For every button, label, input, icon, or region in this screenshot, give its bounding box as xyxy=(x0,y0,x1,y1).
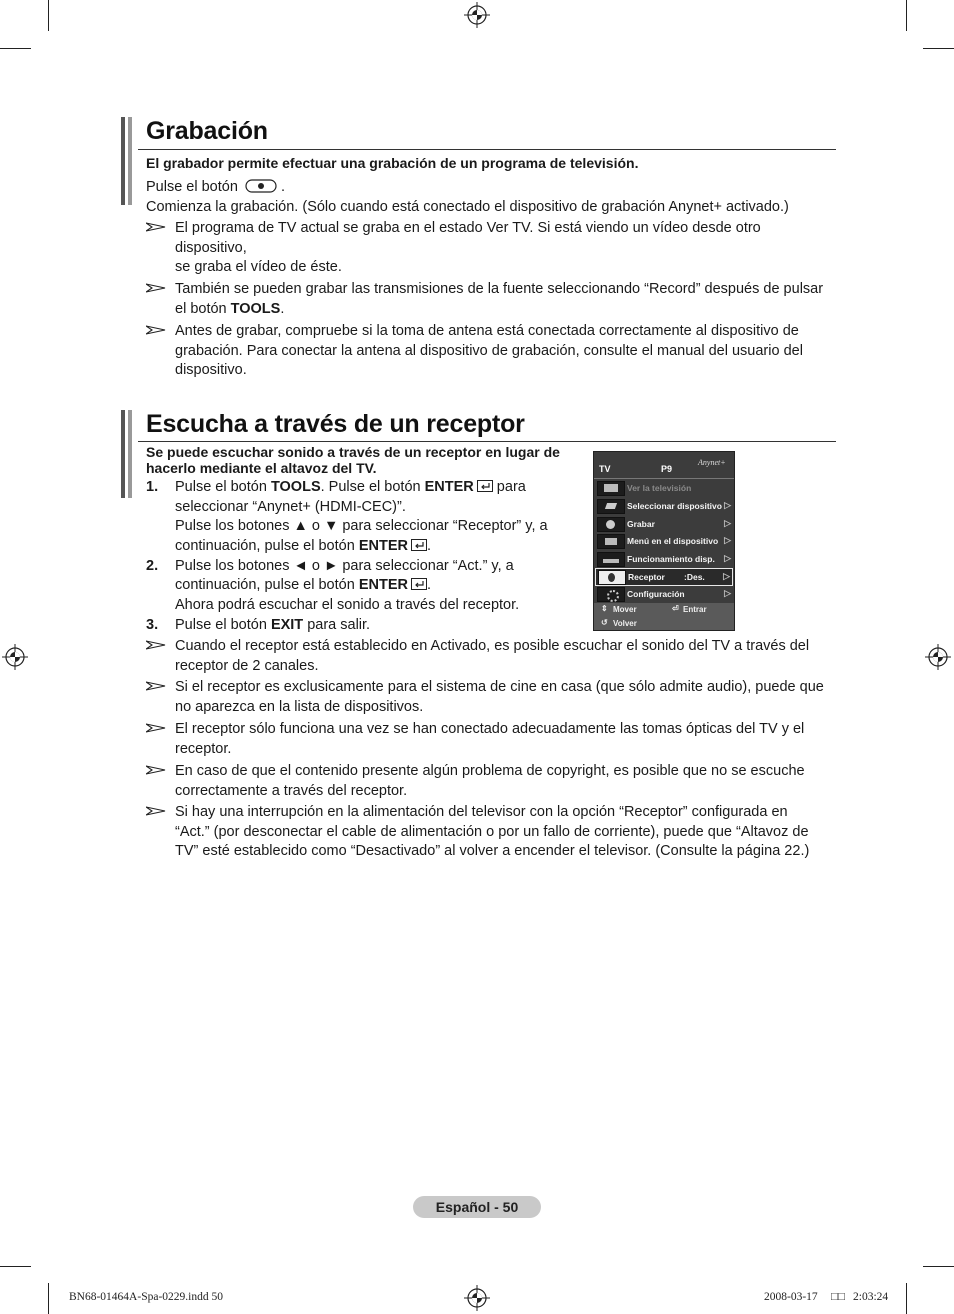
section-bar xyxy=(121,117,125,205)
enter-icon: ⏎ xyxy=(672,604,679,613)
osd-item-label: Ver la televisión xyxy=(627,483,692,493)
registration-mark-icon xyxy=(2,644,28,670)
step-text-part: para salir. xyxy=(303,617,371,633)
step-text-part: . Pulse el botón xyxy=(320,479,425,495)
note-arrow-icon xyxy=(146,222,166,232)
record-button-icon xyxy=(245,179,277,193)
osd-item-receptor-selected xyxy=(595,568,733,586)
crop-mark-bottom-left-v xyxy=(48,1283,49,1314)
step-text xyxy=(175,478,526,498)
note-text: se graba el vídeo de éste. xyxy=(175,259,342,275)
chevron-right-icon: ▷ xyxy=(724,535,731,545)
step-text xyxy=(175,537,431,557)
enter-icon xyxy=(477,480,493,492)
note-arrow-icon xyxy=(146,681,166,691)
chevron-right-icon: ▷ xyxy=(723,571,730,581)
note-arrow-icon xyxy=(146,640,166,650)
footer-glyphs: □□ xyxy=(831,1291,845,1303)
note-text: dispositivo, xyxy=(175,240,247,256)
enter-keyword: ENTER xyxy=(358,577,408,593)
osd-item-label: Seleccionar dispositivo xyxy=(627,501,722,511)
section-intro: hacerlo mediante el altavoz del TV. xyxy=(146,460,377,476)
tools-keyword: TOOLS xyxy=(270,479,321,495)
step-text-part: para xyxy=(492,479,526,495)
osd-brand-logo: Anynet+ xyxy=(698,458,726,467)
note-text: “Act.” (por desconectar el cable de alimentación o por un fallo de corriente), puede que “Altavoz de xyxy=(175,824,809,840)
note-text: Antes de grabar, compruebe si la toma de antena está conectada correctamente al dispositivo de xyxy=(175,323,799,339)
enter-icon xyxy=(411,578,427,590)
osd-header-divider xyxy=(594,478,734,479)
crop-mark-bottom-right-v xyxy=(906,1283,907,1314)
receiver-icon xyxy=(598,570,626,585)
enter-icon xyxy=(411,539,427,551)
step-text: Ahora podrá escuchar el sonido a través del receptor. xyxy=(175,597,520,613)
device-select-icon xyxy=(597,499,625,514)
osd-item-label: Grabar xyxy=(627,519,655,529)
note-arrow-icon xyxy=(146,723,166,733)
note-text: En caso de que el contenido presente algún problema de copyright, es posible que no se escuche xyxy=(175,763,805,779)
note-arrow-icon xyxy=(146,325,166,335)
note-arrow-icon xyxy=(146,806,166,816)
osd-item-menu-dispositivo xyxy=(595,533,733,549)
note-text: receptor de 2 canales. xyxy=(175,658,319,674)
page-number: Español - 50 xyxy=(413,1196,541,1218)
note-text-part: el botón xyxy=(175,301,231,317)
record-icon xyxy=(597,517,625,532)
osd-channel: P9 xyxy=(661,464,673,474)
return-icon: ↺ xyxy=(601,618,608,627)
footer-date: 2008-03-17 xyxy=(764,1291,818,1303)
step-number: 3. xyxy=(146,617,159,633)
note-text: receptor. xyxy=(175,741,232,757)
recording-start-text: Comienza la grabación. (Sólo cuando está conectado el dispositivo de grabación Anynet+ activado.) xyxy=(146,199,789,215)
osd-footer-back: Volver xyxy=(613,619,637,628)
move-arrows-icon: ⇕ xyxy=(601,604,608,613)
note-text: no aparezca en la lista de dispositivos. xyxy=(175,699,424,715)
tv-icon xyxy=(597,481,625,496)
osd-header xyxy=(594,460,734,478)
step-number: 2. xyxy=(146,558,159,574)
note-arrow-icon xyxy=(146,283,166,293)
note-text: El receptor sólo funciona una vez se han conectado adecuadamente las tomas ópticas del TV y el xyxy=(175,721,805,737)
anynet-menu-screenshot xyxy=(593,451,735,631)
section-intro: El grabador permite efectuar una grabación de un programa de televisión. xyxy=(146,155,639,171)
osd-item-grabar xyxy=(595,516,733,532)
step-text-part: . xyxy=(426,538,431,554)
osd-item-ver-tv xyxy=(595,480,733,496)
registration-mark-icon xyxy=(464,1285,490,1311)
enter-keyword: ENTER xyxy=(424,479,474,495)
osd-item-label: Menú en el dispositivo xyxy=(627,536,719,546)
operation-icon xyxy=(597,552,625,567)
note-text: Cuando el receptor está establecido en Activado, es posible escuchar el sonido del TV a través del xyxy=(175,638,810,654)
osd-item-label: Receptor xyxy=(628,572,665,582)
step-text xyxy=(175,576,431,596)
press-record-line xyxy=(146,178,285,198)
crop-mark-top-right-v xyxy=(906,0,907,31)
crop-mark-top-left-v xyxy=(48,0,49,31)
chevron-right-icon: ▷ xyxy=(724,500,731,510)
step-text-part: . xyxy=(426,577,431,593)
step-text: Pulse los botones ▲ o ▼ para seleccionar “Receptor” y, a xyxy=(175,518,548,534)
step-text-part: continuación, pulse el botón xyxy=(175,538,359,554)
note-text-part: . xyxy=(280,301,285,317)
step-text: Pulse los botones ◄ o ► para seleccionar “Act.” y, a xyxy=(175,558,514,574)
note-text: grabación. Para conectar la antena al dispositivo de grabación, consulte el manual del usuario del xyxy=(175,343,803,359)
gear-icon xyxy=(597,587,625,602)
osd-item-value: :Des. xyxy=(684,572,705,582)
footer-time: 2:03:24 xyxy=(853,1291,889,1303)
osd-item-seleccionar xyxy=(595,498,733,514)
note-text: Si el receptor es exclusicamente para el sistema de cine en casa (que sólo admite audio), puede que xyxy=(175,679,824,695)
step-text-part: Pulse el botón xyxy=(175,617,271,633)
step-number: 1. xyxy=(146,479,159,495)
osd-item-label: Funcionamiento disp. xyxy=(627,554,715,564)
osd-item-funcionamiento xyxy=(595,551,733,567)
note-arrow-icon xyxy=(146,765,166,775)
note-text: También se pueden grabar las transmisiones de la fuente seleccionando “Record” después de pulsar xyxy=(175,281,824,297)
step-text-part: continuación, pulse el botón xyxy=(175,577,359,593)
section-bar xyxy=(121,410,125,498)
crop-mark-bottom-left-h xyxy=(0,1266,31,1267)
crop-mark-bottom-right-h xyxy=(923,1266,954,1267)
note-text: correctamente a través del receptor. xyxy=(175,783,408,799)
note-text: Si hay una interrupción en la alimentación del televisor con la opción “Receptor” configurada en xyxy=(175,804,788,820)
registration-mark-icon xyxy=(925,644,951,670)
step-text xyxy=(175,616,370,636)
osd-item-configuracion xyxy=(595,586,733,602)
chevron-right-icon: ▷ xyxy=(724,588,731,598)
osd-source: TV xyxy=(599,464,611,474)
chevron-right-icon: ▷ xyxy=(724,518,731,528)
step-text: seleccionar “Anynet+ (HDMI-CEC)”. xyxy=(175,499,406,515)
press-record-suffix: . xyxy=(280,179,285,195)
note-text xyxy=(175,300,284,320)
chevron-right-icon: ▷ xyxy=(724,553,731,563)
osd-item-label: Configuración xyxy=(627,589,685,599)
note-text: TV” esté establecido como “Desactivado” al volver a encender el televisor. (Consulte la página 22.) xyxy=(175,843,810,859)
section-title-receptor: Escucha a través de un receptor xyxy=(146,410,525,438)
tools-keyword: TOOLS xyxy=(230,301,281,317)
crop-mark-top-left-h xyxy=(0,48,31,49)
note-text: El programa de TV actual se graba en el estado Ver TV. Si está viendo un vídeo desde otro xyxy=(175,220,761,236)
section-rule xyxy=(138,149,836,150)
registration-mark-icon xyxy=(464,2,490,28)
section-title-grabacion: Grabación xyxy=(146,117,268,145)
crop-mark-top-right-h xyxy=(923,48,954,49)
section-bar xyxy=(128,117,132,205)
note-text: dispositivo. xyxy=(175,362,247,378)
osd-footer-move: Mover xyxy=(613,605,637,614)
exit-keyword: EXIT xyxy=(270,617,304,633)
enter-keyword: ENTER xyxy=(358,538,408,554)
section-rule xyxy=(138,441,836,442)
footer-filename: BN68-01464A-Spa-0229.indd 50 xyxy=(69,1291,223,1303)
step-text-part: Pulse el botón xyxy=(175,479,271,495)
osd-footer-enter: Entrar xyxy=(683,605,707,614)
menu-device-icon xyxy=(597,534,625,549)
press-record-prefix: Pulse el botón xyxy=(146,179,238,195)
section-intro: Se puede escuchar sonido a través de un receptor en lugar de xyxy=(146,444,560,460)
section-bar xyxy=(128,410,132,498)
